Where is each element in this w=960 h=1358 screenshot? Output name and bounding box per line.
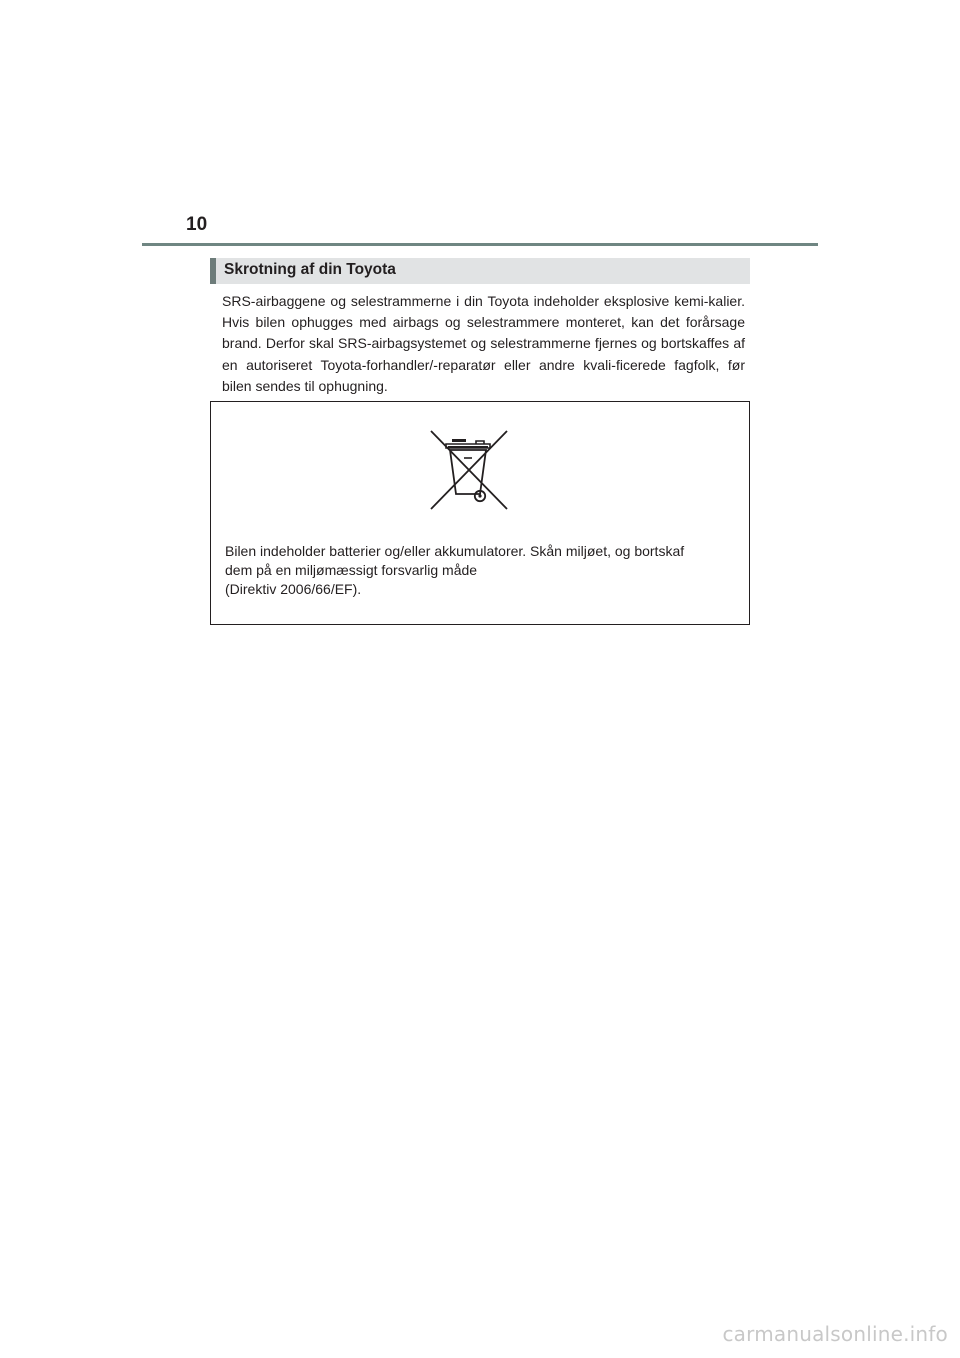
battery-disposal-notice [210, 401, 750, 625]
section-title: Skrotning af din Toyota [224, 261, 396, 278]
section-heading [210, 258, 750, 284]
watermark: carmanualsonline.info [722, 1322, 948, 1346]
notice-line: Bilen indeholder batterier og/eller akkumulatorer. Skån miljøet, og bortskaf [225, 543, 685, 559]
notice-line: dem på en miljømæssigt forsvarlig måde [225, 562, 478, 578]
section-body-text: SRS-airbaggene og selestrammerne i din Toyota indeholder eksplosive kemi-kalier. Hvis bilen ophugges med airbags og selestrammere monteret, kan det forårsage brand. Derfor skal SRS-airbagsystemet og selestrammerne fjernes og bortskaffes af en autoriseret Toyota-forhandler/-reparatør eller andre kvali-ficerede fagfolk, før bilen sendes til ophugning. [222, 293, 745, 394]
notice-text [225, 542, 735, 599]
notice-line: (Direktiv 2006/66/EF). [225, 581, 362, 597]
crossed-out-wheelie-bin-icon [428, 430, 510, 512]
page-number: 10 [186, 214, 208, 235]
heading-accent-bar [210, 258, 216, 284]
header-divider [142, 243, 818, 246]
